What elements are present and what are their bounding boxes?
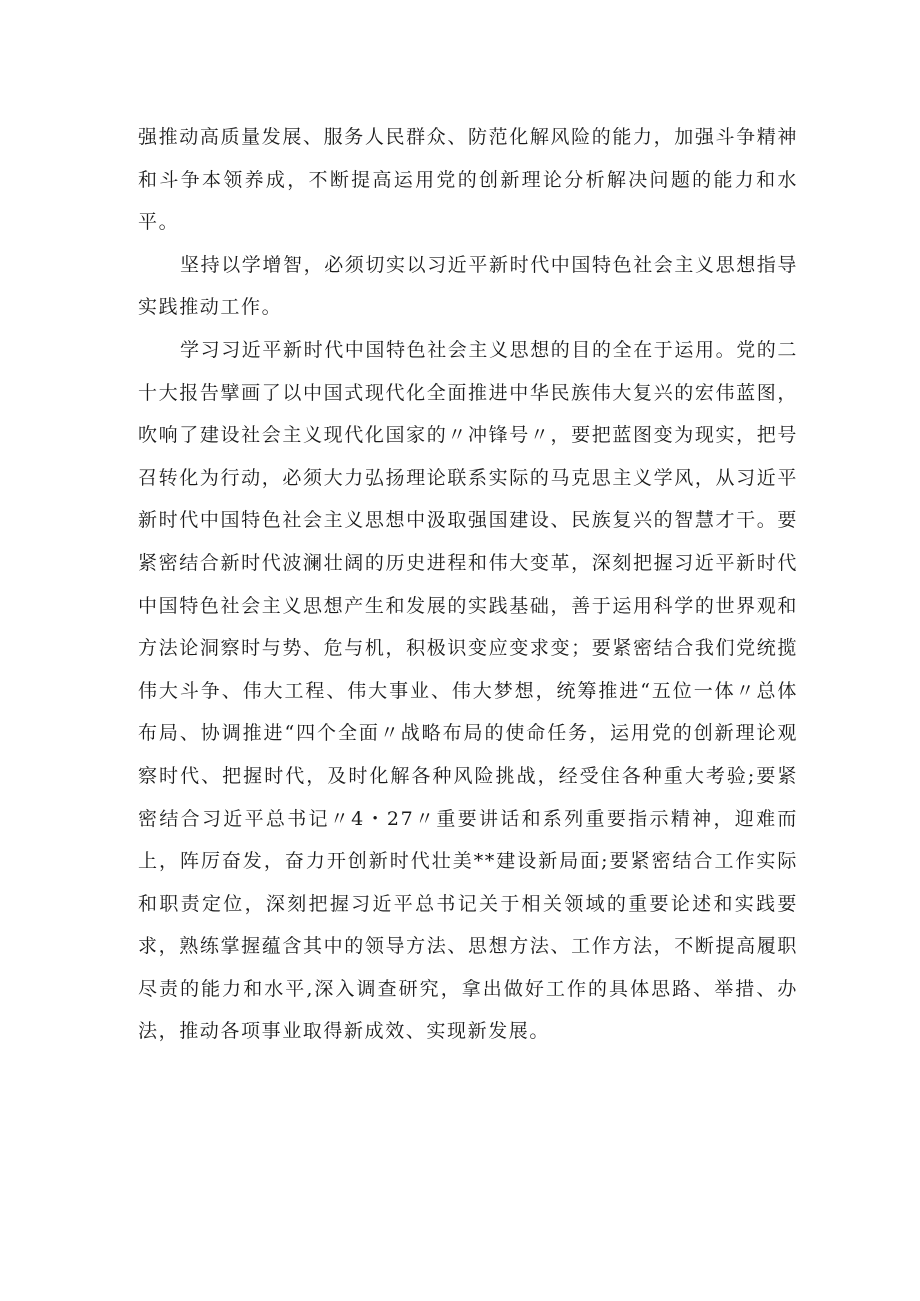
paragraph-thesis: 坚持以学增智，必须切实以习近平新时代中国特色社会主义思想指导实践推动工作。 [138, 253, 799, 319]
paragraph-continuation: 强推动高质量发展、服务人民群众、防范化解风险的能力，加强斗争精神和斗争本领养成，不断提高运用党的创新理论分析解决问题的能力和水平。 [138, 126, 798, 234]
paragraph-body: 学习习近平新时代中国特色社会主义思想的目的全在于运用。党的二十大报告擘画了以中国式现代化全面推进中华民族伟大复兴的宏伟蓝图，吹响了建设社会主义现代化国家的〃冲锋号〃，要把蓝图变为现实，把号召转化为行动，必须大力弘扬理论联系实际的马克思主义学风，从习近平新时代中国特色社会主义思想中汲取强国建设、民族复兴的智慧才干。要紧密结合新时代波澜壮阔的历史进程和伟大变革，深刻把握习近平新时代中国特色社会主义思想产生和发展的实践基础，善于运用科学的世界观和方法论洞察时与势、危与机，积极识变应变求变；要紧密结合我们党统揽伟大斗争、伟大工程、伟大事业、伟大梦想，统筹推进“五位一体〃总体布局、协调推进“四个全面〃战略布局的使命任务，运用党的创新理论观察时代、把握时代，及时化解各种风险挑战，经受住各种重大考验;要紧密结合习近平总书记〃4・27〃重要讲话和系列重要指示精神，迎难而上，阵厉奋发，奋力开创新时代壮美**建设新局面;要紧密结合工作实际和职责定位，深刻把握习近平总书记关于相关领域的重要论述和实践要求，熟练掌握蕴含其中的领导方法、思想方法、工作方法，不断提高履职尽责的能力和水平,深入调查研究，拿出做好工作的具体思路、举措、办法，推动各项事业取得新成效、实现新发展。 [138, 338, 799, 1043]
document-body [138, 116, 798, 1053]
